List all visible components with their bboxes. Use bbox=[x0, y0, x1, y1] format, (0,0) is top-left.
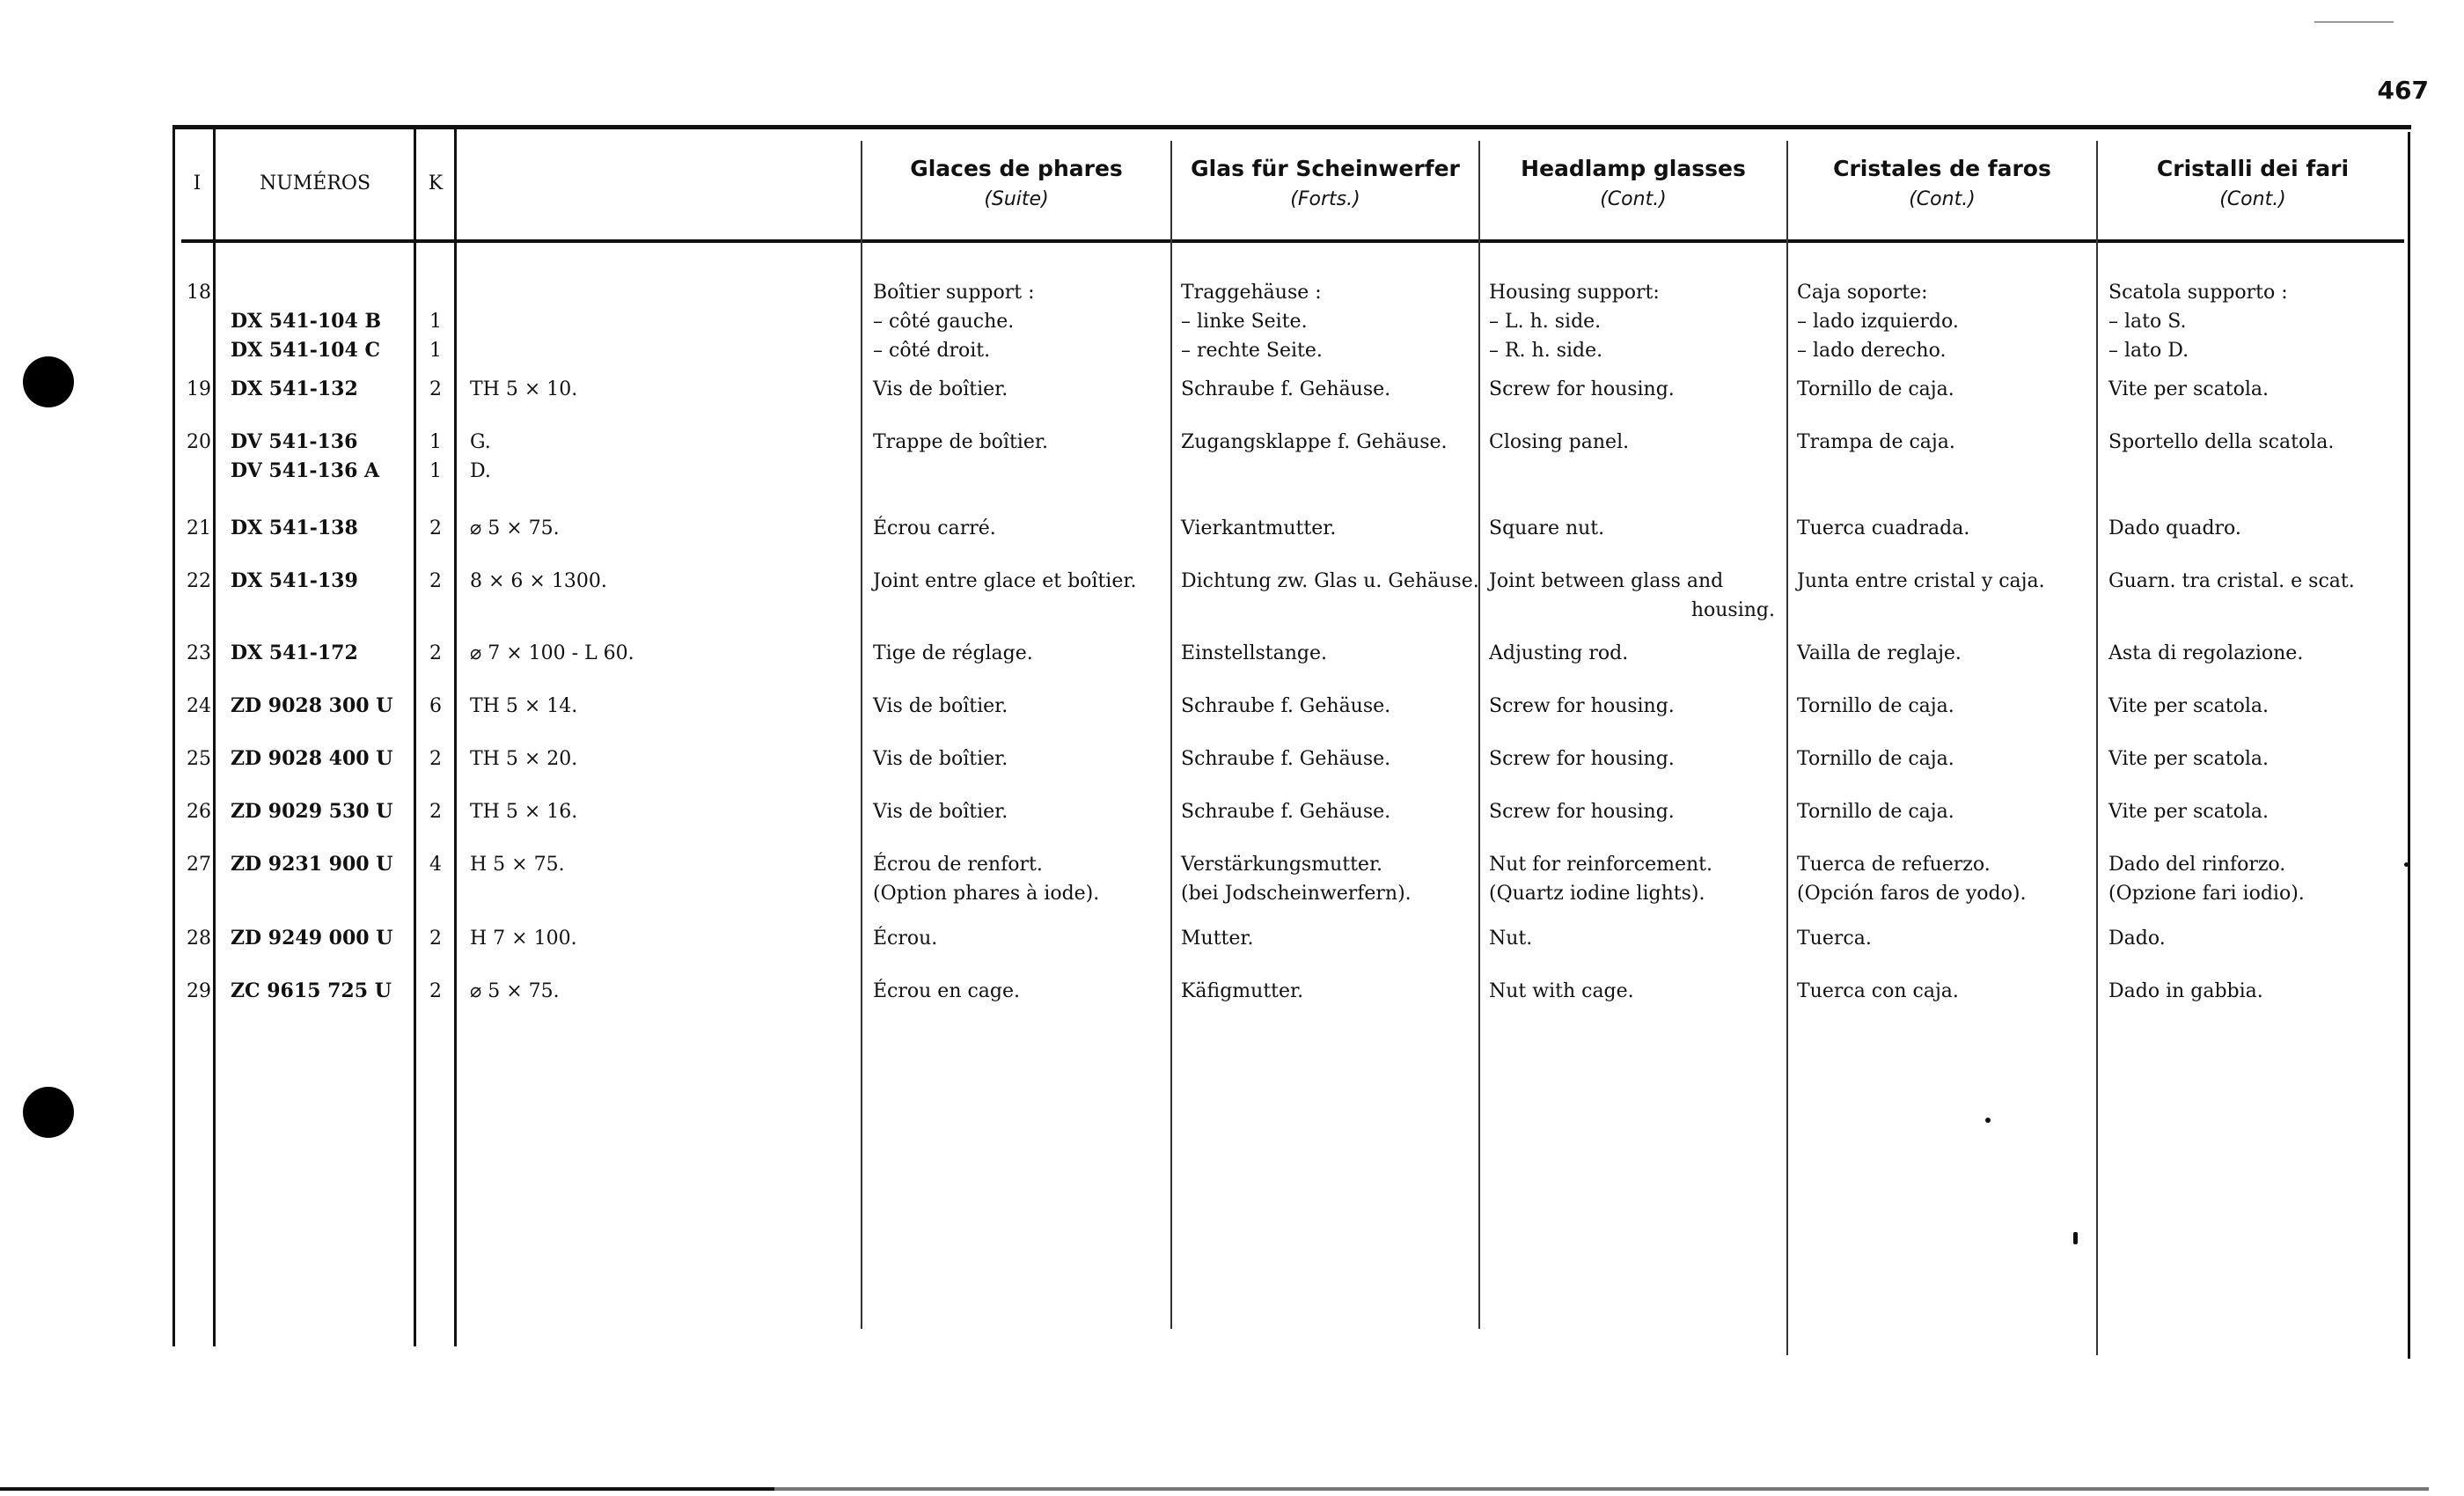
description-french-cell bbox=[873, 692, 1177, 721]
dimensions-cell bbox=[470, 850, 840, 879]
description-french-line: Joint entre glace et boîtier. bbox=[873, 570, 1137, 592]
item-index: 21 bbox=[187, 517, 211, 539]
description-spanish-line: – lado izquierdo. bbox=[1797, 311, 1959, 333]
dimensions-cell bbox=[470, 797, 840, 826]
quantity-cell bbox=[426, 850, 445, 879]
part-number-cell bbox=[231, 639, 407, 668]
description-english-cell bbox=[1489, 797, 1793, 826]
item-index-cell bbox=[181, 375, 216, 404]
description-italian-cell bbox=[2108, 639, 2412, 668]
description-english-line: Nut for reinforcement. bbox=[1489, 854, 1713, 876]
part-number-cell bbox=[231, 692, 407, 721]
description-spanish-cell bbox=[1797, 977, 2101, 1006]
description-german-cell bbox=[1181, 924, 1485, 953]
description-french-line: Écrou de renfort. bbox=[873, 854, 1043, 876]
dimensions-line: G. bbox=[470, 431, 491, 453]
item-index: 20 bbox=[187, 431, 211, 453]
quantity-line: 2 bbox=[429, 517, 442, 539]
header-german-title: Glas für Scheinwerfer bbox=[1191, 156, 1460, 181]
part-number-cell bbox=[231, 977, 407, 1006]
description-english-cell bbox=[1489, 692, 1793, 721]
description-german-cell bbox=[1181, 567, 1485, 596]
description-french-line: Tige de réglage. bbox=[873, 642, 1033, 664]
dimensions-line: ⌀ 5 × 75. bbox=[470, 517, 560, 539]
description-french-line: Écrou en cage. bbox=[873, 980, 1021, 1002]
header-k-label: K bbox=[428, 172, 444, 194]
description-german-cell bbox=[1181, 692, 1485, 721]
description-french-line: Vis de boîtier. bbox=[873, 748, 1008, 770]
description-italian-cell bbox=[2108, 567, 2412, 596]
description-italian-line: (Opzione fari iodio). bbox=[2108, 883, 2305, 905]
item-index: 22 bbox=[187, 570, 211, 592]
description-french-line: Trappe de boîtier. bbox=[873, 431, 1048, 453]
dimensions-line: TH 5 × 16. bbox=[470, 801, 578, 823]
description-english-cell bbox=[1489, 744, 1793, 774]
description-spanish-line: Tornillo de caja. bbox=[1797, 695, 1954, 717]
description-english-cell bbox=[1489, 375, 1793, 404]
part-number-line: ZD 9249 000 U bbox=[231, 927, 393, 950]
description-spanish-line: Tornillo de caja. bbox=[1797, 801, 1954, 823]
description-spanish-cell bbox=[1797, 744, 2101, 774]
description-german-line: Zugangsklappe f. Gehäuse. bbox=[1181, 431, 1448, 453]
description-spanish-cell bbox=[1797, 278, 2101, 365]
description-french-cell bbox=[873, 850, 1177, 908]
quantity-cell bbox=[426, 428, 445, 486]
description-french-cell bbox=[873, 797, 1177, 826]
part-number-line: ZC 9615 725 U bbox=[231, 979, 392, 1002]
description-italian-line: – lato S. bbox=[2108, 311, 2187, 333]
dimensions-line: 8 × 6 × 1300. bbox=[470, 570, 607, 592]
part-number-line: DX 541-172 bbox=[231, 642, 358, 664]
part-number-line: DV 541-136 bbox=[231, 430, 358, 453]
description-german-line: Verstärkungsmutter. bbox=[1181, 854, 1383, 876]
header-spanish-title: Cristales de faros bbox=[1833, 156, 2051, 181]
item-index-cell bbox=[181, 692, 216, 721]
item-index: 25 bbox=[187, 748, 211, 770]
description-german-cell bbox=[1181, 514, 1485, 543]
description-german-line: – rechte Seite. bbox=[1181, 340, 1323, 362]
quantity-line: 1 bbox=[429, 340, 442, 362]
description-spanish-cell bbox=[1797, 924, 2101, 953]
quantity-cell bbox=[426, 744, 445, 774]
description-italian-line: Vite per scatola. bbox=[2108, 695, 2269, 717]
description-italian-cell bbox=[2108, 744, 2412, 774]
description-english-line: Screw for housing. bbox=[1489, 801, 1675, 823]
header-german-sub: (Forts.) bbox=[1290, 188, 1360, 210]
quantity-cell bbox=[426, 924, 445, 953]
description-spanish-line: Tuerca con caja. bbox=[1797, 980, 1959, 1002]
item-index: 28 bbox=[187, 928, 211, 950]
description-english-cell bbox=[1489, 977, 1793, 1006]
description-english-cell bbox=[1489, 278, 1793, 365]
description-english-cell bbox=[1489, 428, 1793, 457]
description-german-line: – linke Seite. bbox=[1181, 311, 1308, 333]
description-english-cell bbox=[1489, 567, 1793, 625]
description-italian-cell bbox=[2108, 278, 2412, 365]
description-italian-line: Asta di regolazione. bbox=[2108, 642, 2304, 664]
item-index: 29 bbox=[187, 980, 211, 1002]
quantity-line: 2 bbox=[429, 980, 442, 1002]
header-italian-sub: (Cont.) bbox=[2219, 188, 2286, 210]
description-german-line: Schraube f. Gehäuse. bbox=[1181, 695, 1391, 717]
part-number-cell bbox=[231, 924, 407, 953]
description-italian-line: Guarn. tra cristal. e scat. bbox=[2108, 570, 2355, 592]
quantity-line: 2 bbox=[429, 928, 442, 950]
description-spanish-cell bbox=[1797, 428, 2101, 457]
dimensions-cell bbox=[470, 924, 840, 953]
quantity-cell bbox=[426, 514, 445, 543]
description-english-cell bbox=[1489, 924, 1793, 953]
item-index-cell bbox=[181, 744, 216, 774]
part-number-cell bbox=[231, 278, 407, 365]
description-italian-line: – lato D. bbox=[2108, 340, 2189, 362]
description-spanish-line: Junta entre cristal y caja. bbox=[1797, 570, 2045, 592]
description-french-line: Écrou carré. bbox=[873, 517, 996, 539]
quantity-line: 4 bbox=[429, 854, 442, 876]
description-spanish-line: Trampa de caja. bbox=[1797, 431, 1955, 453]
part-number-line: DX 541-104 B bbox=[231, 310, 382, 333]
description-italian-cell bbox=[2108, 692, 2412, 721]
quantity-line: 1 bbox=[429, 311, 442, 333]
description-spanish-line: Tuerca cuadrada. bbox=[1797, 517, 1970, 539]
description-german-cell bbox=[1181, 428, 1485, 457]
description-italian-line: Sportello della scatola. bbox=[2108, 431, 2335, 453]
quantity-line bbox=[426, 278, 445, 307]
dimensions-line: H 7 × 100. bbox=[470, 928, 577, 950]
description-german-cell bbox=[1181, 850, 1485, 908]
dimensions-cell bbox=[470, 375, 840, 404]
description-italian-line: Scatola supporto : bbox=[2108, 282, 2288, 304]
item-index-cell bbox=[181, 850, 216, 879]
dimensions-line: TH 5 × 14. bbox=[470, 695, 578, 717]
description-italian-cell bbox=[2108, 514, 2412, 543]
item-index: 26 bbox=[187, 801, 211, 823]
dimensions-cell bbox=[470, 977, 840, 1006]
description-german-line: Käfigmutter. bbox=[1181, 980, 1304, 1002]
description-italian-cell bbox=[2108, 924, 2412, 953]
description-spanish-cell bbox=[1797, 639, 2101, 668]
header-spanish-sub: (Cont.) bbox=[1909, 188, 1976, 210]
header-french-sub: (Suite) bbox=[984, 188, 1049, 210]
description-italian-line: Vite per scatola. bbox=[2108, 378, 2269, 400]
header-english-sub: (Cont.) bbox=[1600, 188, 1667, 210]
description-spanish-cell bbox=[1797, 567, 2101, 596]
part-number-line: DV 541-136 A bbox=[231, 459, 380, 482]
header-english-title: Headlamp glasses bbox=[1521, 156, 1746, 181]
part-number-cell bbox=[231, 428, 407, 486]
description-french-line: (Option phares à iode). bbox=[873, 883, 1100, 905]
description-french-cell bbox=[873, 514, 1177, 543]
part-number-cell bbox=[231, 744, 407, 774]
description-english-line: (Quartz iodine lights). bbox=[1489, 883, 1705, 905]
part-number-line: ZD 9029 530 U bbox=[231, 800, 393, 823]
header-french-title: Glaces de phares bbox=[910, 156, 1123, 181]
description-french-cell bbox=[873, 278, 1177, 365]
description-spanish-line: Tornillo de caja. bbox=[1797, 748, 1954, 770]
description-french-line: Boîtier support : bbox=[873, 282, 1035, 304]
dimensions-cell bbox=[470, 744, 840, 774]
part-number-cell bbox=[231, 797, 407, 826]
description-french-cell bbox=[873, 428, 1177, 457]
description-italian-line: Vite per scatola. bbox=[2108, 801, 2269, 823]
description-spanish-cell bbox=[1797, 514, 2101, 543]
item-index-cell bbox=[181, 924, 216, 953]
description-german-line: Schraube f. Gehäuse. bbox=[1181, 748, 1391, 770]
description-french-line: Vis de boîtier. bbox=[873, 378, 1008, 400]
description-spanish-line: Tuerca. bbox=[1797, 928, 1872, 950]
description-german-cell bbox=[1181, 744, 1485, 774]
description-german-cell bbox=[1181, 278, 1485, 365]
quantity-line: 2 bbox=[429, 378, 442, 400]
quantity-line: 2 bbox=[429, 748, 442, 770]
description-french-cell bbox=[873, 744, 1177, 774]
header-italian-title: Cristalli dei fari bbox=[2156, 156, 2350, 181]
item-index-cell bbox=[181, 514, 216, 543]
part-number-cell bbox=[231, 514, 407, 543]
description-italian-line: Dado del rinforzo. bbox=[2108, 854, 2286, 876]
description-french-line: – côté gauche. bbox=[873, 311, 1015, 333]
description-french-cell bbox=[873, 977, 1177, 1006]
part-number-line: DX 541-138 bbox=[231, 517, 358, 539]
part-number-cell bbox=[231, 375, 407, 404]
description-italian-line: Dado. bbox=[2108, 928, 2166, 950]
description-english-line: – L. h. side. bbox=[1489, 311, 1602, 333]
description-german-cell bbox=[1181, 977, 1485, 1006]
header-numbers-label: NUMÉROS bbox=[259, 172, 371, 194]
part-number-cell bbox=[231, 567, 407, 596]
quantity-line: 2 bbox=[429, 801, 442, 823]
dimensions-line: H 5 × 75. bbox=[470, 854, 565, 876]
description-spanish-cell bbox=[1797, 850, 2101, 908]
quantity-cell bbox=[426, 278, 445, 365]
item-index: 19 bbox=[187, 378, 211, 400]
dimensions-cell bbox=[470, 428, 840, 486]
description-spanish-line: Tornillo de caja. bbox=[1797, 378, 1954, 400]
quantity-line: 1 bbox=[429, 431, 442, 453]
description-french-line: – côté droit. bbox=[873, 340, 991, 362]
description-german-line: (bei Jodscheinwerfern). bbox=[1181, 883, 1412, 905]
quantity-cell bbox=[426, 977, 445, 1006]
description-german-line: Schraube f. Gehäuse. bbox=[1181, 378, 1391, 400]
part-number-line: ZD 9028 300 U bbox=[231, 694, 393, 717]
item-index-cell bbox=[181, 567, 216, 596]
part-number-line: ZD 9231 900 U bbox=[231, 853, 393, 876]
description-english-line: Joint between glass and bbox=[1489, 570, 1724, 592]
quantity-line: 6 bbox=[429, 695, 442, 717]
quantity-line: 2 bbox=[429, 570, 442, 592]
part-number-line: DX 541-104 C bbox=[231, 339, 380, 362]
description-english-line: Housing support: bbox=[1489, 282, 1660, 304]
description-german-cell bbox=[1181, 797, 1485, 826]
item-index-cell bbox=[181, 639, 216, 668]
description-italian-line: Vite per scatola. bbox=[2108, 748, 2269, 770]
description-spanish-line: Tuerca de refuerzo. bbox=[1797, 854, 1991, 876]
quantity-cell bbox=[426, 639, 445, 668]
item-index: 24 bbox=[187, 695, 211, 717]
dimensions-line: ⌀ 5 × 75. bbox=[470, 980, 560, 1002]
description-german-line: Einstellstange. bbox=[1181, 642, 1327, 664]
description-german-line: Dichtung zw. Glas u. Gehäuse. bbox=[1181, 570, 1479, 592]
description-french-cell bbox=[873, 639, 1177, 668]
description-french-line: Vis de boîtier. bbox=[873, 695, 1008, 717]
item-index: 18 bbox=[187, 282, 211, 304]
description-french-line: Écrou. bbox=[873, 928, 938, 950]
dimensions-cell bbox=[470, 692, 840, 721]
description-english-line: – R. h. side. bbox=[1489, 340, 1603, 362]
description-english-line: Closing panel. bbox=[1489, 431, 1630, 453]
description-english-cell bbox=[1489, 514, 1793, 543]
description-german-cell bbox=[1181, 639, 1485, 668]
item-index: 27 bbox=[187, 854, 211, 876]
item-index: 23 bbox=[187, 642, 211, 664]
description-english-line: Adjusting rod. bbox=[1489, 642, 1629, 664]
quantity-line: 2 bbox=[429, 642, 442, 664]
description-english-line: Nut. bbox=[1489, 928, 1533, 950]
description-french-cell bbox=[873, 924, 1177, 953]
quantity-cell bbox=[426, 797, 445, 826]
description-spanish-line: – lado derecho. bbox=[1797, 340, 1947, 362]
description-spanish-line: Caja soporte: bbox=[1797, 282, 1928, 304]
header-index-label: I bbox=[193, 172, 202, 194]
description-italian-cell bbox=[2108, 797, 2412, 826]
description-english-cell bbox=[1489, 639, 1793, 668]
description-english-line: Screw for housing. bbox=[1489, 695, 1675, 717]
description-english-line: Screw for housing. bbox=[1489, 378, 1675, 400]
dimensions-cell bbox=[470, 639, 840, 668]
description-german-line: Mutter. bbox=[1181, 928, 1254, 950]
item-index-cell bbox=[181, 977, 216, 1006]
dimensions-line: D. bbox=[470, 460, 491, 482]
description-italian-line: Dado in gabbia. bbox=[2108, 980, 2263, 1002]
part-number-line: ZD 9028 400 U bbox=[231, 747, 393, 770]
description-italian-cell bbox=[2108, 850, 2412, 908]
description-german-line: Schraube f. Gehäuse. bbox=[1181, 801, 1391, 823]
description-italian-cell bbox=[2108, 977, 2412, 1006]
description-spanish-cell bbox=[1797, 797, 2101, 826]
description-italian-line: Dado quadro. bbox=[2108, 517, 2241, 539]
quantity-line: 1 bbox=[429, 460, 442, 482]
description-french-line: Vis de boîtier. bbox=[873, 801, 1008, 823]
part-number-line bbox=[231, 278, 407, 307]
quantity-cell bbox=[426, 567, 445, 596]
description-french-cell bbox=[873, 375, 1177, 404]
part-number-line: DX 541-139 bbox=[231, 569, 358, 592]
description-spanish-cell bbox=[1797, 375, 2101, 404]
quantity-cell bbox=[426, 692, 445, 721]
dimensions-line: TH 5 × 20. bbox=[470, 748, 578, 770]
description-german-cell bbox=[1181, 375, 1485, 404]
description-italian-cell bbox=[2108, 428, 2412, 457]
description-spanish-line: Vailla de reglaje. bbox=[1797, 642, 1962, 664]
description-english-line: Screw for housing. bbox=[1489, 748, 1675, 770]
dimensions-line: TH 5 × 10. bbox=[470, 378, 578, 400]
dimensions-cell bbox=[470, 567, 840, 596]
page-number: 467 bbox=[2377, 76, 2429, 105]
description-german-line: Vierkantmutter. bbox=[1181, 517, 1337, 539]
dimensions-line: ⌀ 7 × 100 - L 60. bbox=[470, 642, 634, 664]
description-italian-cell bbox=[2108, 375, 2412, 404]
description-english-cell bbox=[1489, 850, 1793, 908]
quantity-cell bbox=[426, 375, 445, 404]
description-french-cell bbox=[873, 567, 1177, 596]
item-index-cell bbox=[181, 797, 216, 826]
item-index-cell bbox=[181, 428, 216, 457]
description-english-line: housing. bbox=[1690, 599, 1775, 621]
description-english-line: Nut with cage. bbox=[1489, 980, 1634, 1002]
part-number-cell bbox=[231, 850, 407, 879]
dimensions-cell bbox=[470, 514, 840, 543]
description-german-line: Traggehäuse : bbox=[1181, 282, 1322, 304]
item-index-cell bbox=[181, 278, 216, 307]
description-english-line: Square nut. bbox=[1489, 517, 1605, 539]
description-spanish-cell bbox=[1797, 692, 2101, 721]
part-number-line: DX 541-132 bbox=[231, 378, 358, 400]
description-spanish-line: (Opción faros de yodo). bbox=[1797, 883, 2027, 905]
